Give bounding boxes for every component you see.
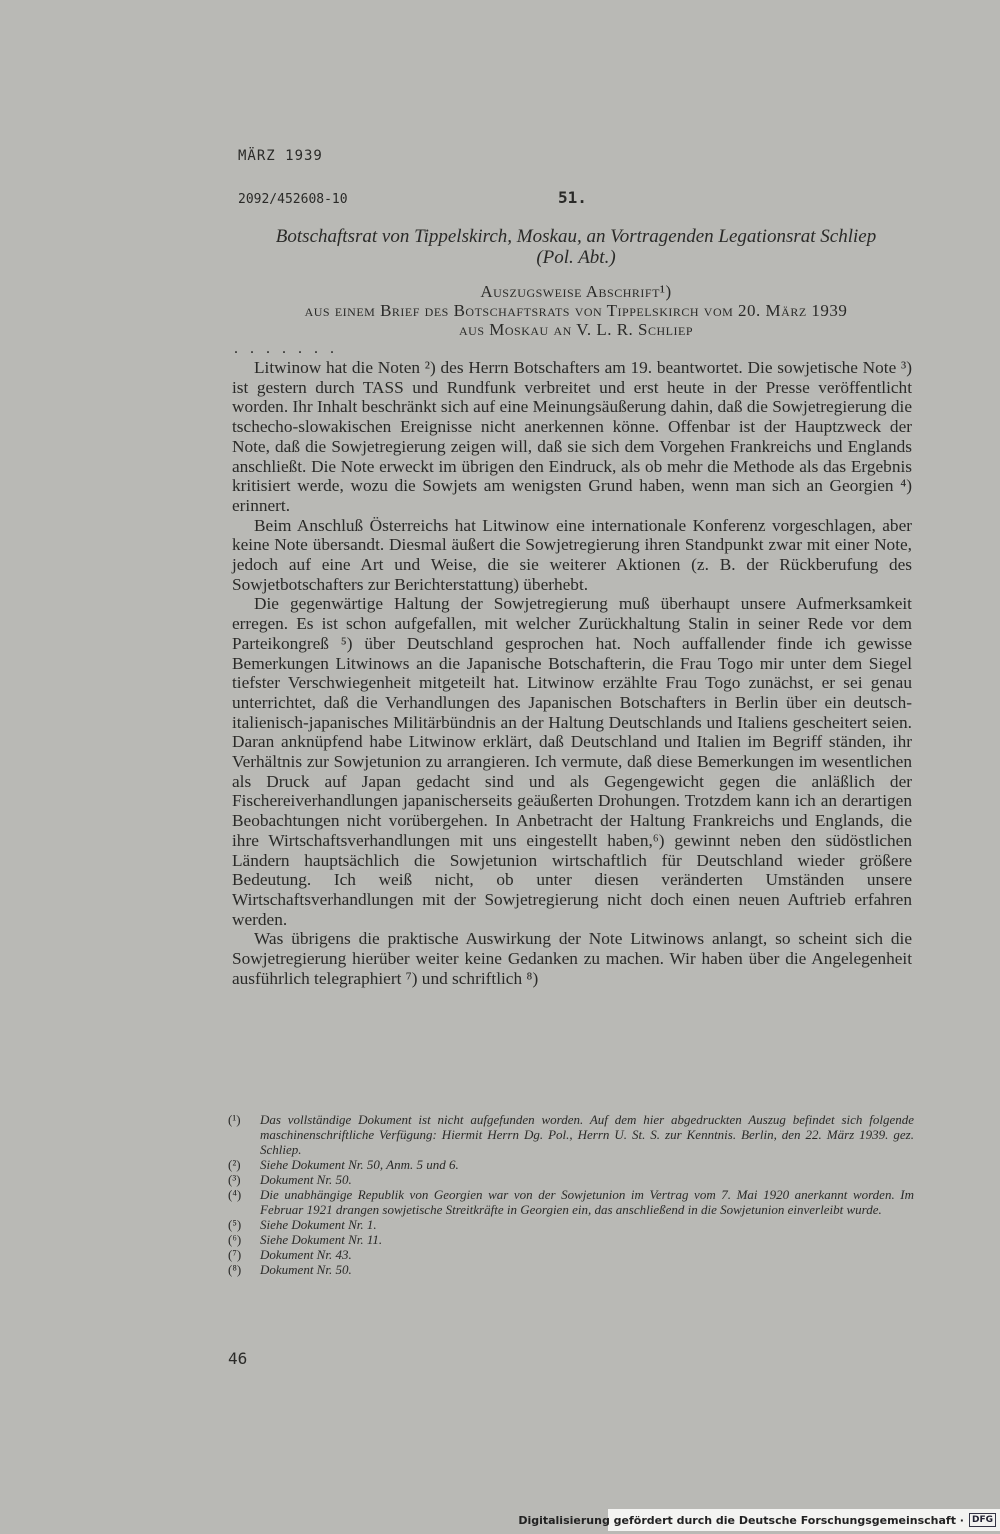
footnote-text: Die unabhängige Republik von Georgien war von der Sowjetunion im Vertrag vom 7. Mai 1920 anerkannt worden. Im Februar 1921 drangen sowjetische Streitkräfte in Georgien ein, das anschließend in die Sowjetunion einverleibt wurde. [260, 1187, 914, 1217]
footnote-mark: (⁶) [228, 1232, 242, 1247]
letter-body [232, 358, 912, 989]
subheading-line-3: aus Moskau an V. L. R. Schliep [459, 320, 693, 339]
funding-banner-text: Digitalisierung gefördert durch die Deutsche Forschungsgemeinschaft · [518, 1513, 964, 1527]
footnote [228, 1262, 914, 1277]
footnote-text: Dokument Nr. 50. [260, 1262, 352, 1277]
heading-line-1: Botschaftsrat von Tippelskirch, Moskau, an Vortragenden Legationsrat Schliep [275, 226, 877, 247]
footnote-text: Das vollständige Dokument ist nicht aufgefunden worden. Auf dem hier abgedruckten Auszug befindet sich folgende maschinenschriftliche Verfügung: Hiermit Herrn Dg. Pol., Herrn U. St. S. zur Kenntnis. Berlin, den 22. März 1939. gez. Schliep. [260, 1112, 914, 1157]
document-reference: 2092/452608-10 [238, 192, 348, 207]
subheading [226, 282, 926, 339]
footnote [228, 1112, 914, 1157]
footnote [228, 1232, 914, 1247]
footnote [228, 1247, 914, 1262]
subheading-line-1: Auszugsweise Abschrift¹) [480, 282, 672, 301]
footnotes [228, 1112, 914, 1277]
footnote-mark: (⁵) [228, 1217, 242, 1232]
footnote-mark: (⁴) [228, 1187, 242, 1202]
footnote-mark: (¹) [228, 1112, 241, 1127]
page-number: 46 [228, 1349, 248, 1368]
footnote-mark: (²) [228, 1157, 241, 1172]
footnote-text: Dokument Nr. 50. [260, 1172, 352, 1187]
document-heading [236, 226, 916, 268]
footnote-text: Siehe Dokument Nr. 11. [260, 1232, 383, 1247]
footnote [228, 1172, 914, 1187]
footnote [228, 1187, 914, 1217]
footnote [228, 1157, 914, 1172]
footnote-mark: (⁸) [228, 1262, 242, 1277]
running-head: MÄRZ 1939 [238, 148, 323, 164]
footnote [228, 1217, 914, 1232]
dfg-logo-icon: DFG [969, 1513, 996, 1527]
footnote-mark: (⁷) [228, 1247, 242, 1262]
ellipsis-marker: . . . . . . . [234, 340, 338, 357]
footnote-text: Dokument Nr. 43. [260, 1247, 352, 1262]
footnote-mark: (³) [228, 1172, 241, 1187]
document-number: 51. [558, 188, 587, 207]
paragraph: Was übrigens die praktische Auswirkung der Note Litwinows anlangt, so scheint sich die Sowjetregierung hierüber weiter keine Gedanken zu machen. Wir haben über die Angelegenheit ausführlich telegraphiert ⁷) und schriftlich ⁸) [232, 929, 912, 988]
footnote-text: Siehe Dokument Nr. 50, Anm. 5 und 6. [260, 1157, 459, 1172]
heading-line-2: (Pol. Abt.) [536, 247, 616, 268]
paragraph: Die gegenwärtige Haltung der Sowjetregierung muß überhaupt unsere Aufmerksamkeit erregen. Es ist schon aufgefallen, mit welcher Zurückhaltung Stalin in seiner Rede vor dem Parteikongreß ⁵) über Deutschland gesprochen hat. Noch auffallender finde ich gewisse Bemerkungen Litwinows an die Japanische Botschafterin, die Frau Togo mir unter dem Siegel tiefster Verschwiegenheit mitgeteilt hat. Litwinow erzählte Frau Togo zunächst, er sei genau unterrichtet, daß die Verhandlungen des Japanischen Botschafters in Berlin über ein deutsch-italienisch-japanisches Militärbündnis an der Haltung Deutschlands und Italiens gescheitert seien. Daran anknüpfend habe Litwinow erklärt, daß Deutschland und Italien im Begriff ständen, ihr Verhältnis zur Sowjetunion zu arrangieren. Ich vermute, daß diese Bemerkungen im wesentlichen als Druck auf Japan gedacht sind und als Gegengewicht gegen die anläßlich der Fischereiverhandlungen japanischerseits geäußerten Drohungen. Trotzdem kann ich an derartigen Beobachtungen nicht vorübergehen. In Anbetracht der Haltung Frankreichs und Englands, die ihre Wirtschaftsverhandlungen mit uns eingestellt haben,⁶) gewinnt neben den südöstlichen Ländern hauptsächlich die Sowjetunion wirtschaftlich für Deutschland wieder größere Bedeutung. Ich weiß nicht, ob unter diesen veränderten Umständen unsere Wirtschaftsverhandlungen mit der Sowjetregierung nicht doch einen neuen Auftrieb erfahren werden. [232, 594, 912, 929]
funding-banner [518, 1509, 1000, 1531]
subheading-line-2: aus einem Brief des Botschaftsrats von Tippelskirch vom 20. März 1939 [304, 301, 848, 320]
paragraph: Beim Anschluß Österreichs hat Litwinow eine internationale Konferenz vorgeschlagen, aber keine Note übersandt. Diesmal äußert die Sowjetregierung ihren Standpunkt zwar mit einer Note, jedoch auf eine Art und Weise, die sie weiterer Aktionen (z. B. der Rückberufung des Sowjetbotschafters zur Berichterstattung) überhebt. [232, 515, 912, 594]
paragraph: Litwinow hat die Noten ²) des Herrn Botschafters am 19. beantwortet. Die sowjetische Note ³) ist gestern durch TASS und Rundfunk verbreitet und erst heute in der Presse veröffentlicht worden. Ihr Inhalt beschränkt sich auf eine Meinungsäußerung dahin, daß die Sowjetregierung die tschecho-slowakischen Ereignisse nicht anerkennen könne. Offenbar ist der Hauptzweck der Note, daß die Sowjetregierung zeigen will, daß sie sich dem Vorgehen Frankreichs und Englands anschließt. Die Note erweckt im übrigen den Eindruck, als ob mehr die Methode als das Ergebnis kritisiert werde, wozu die Sowjets am wenigsten Grund haben, wenn man sich an Georgien ⁴) erinnert. [232, 358, 912, 515]
footnote-text: Siehe Dokument Nr. 1. [260, 1217, 377, 1232]
